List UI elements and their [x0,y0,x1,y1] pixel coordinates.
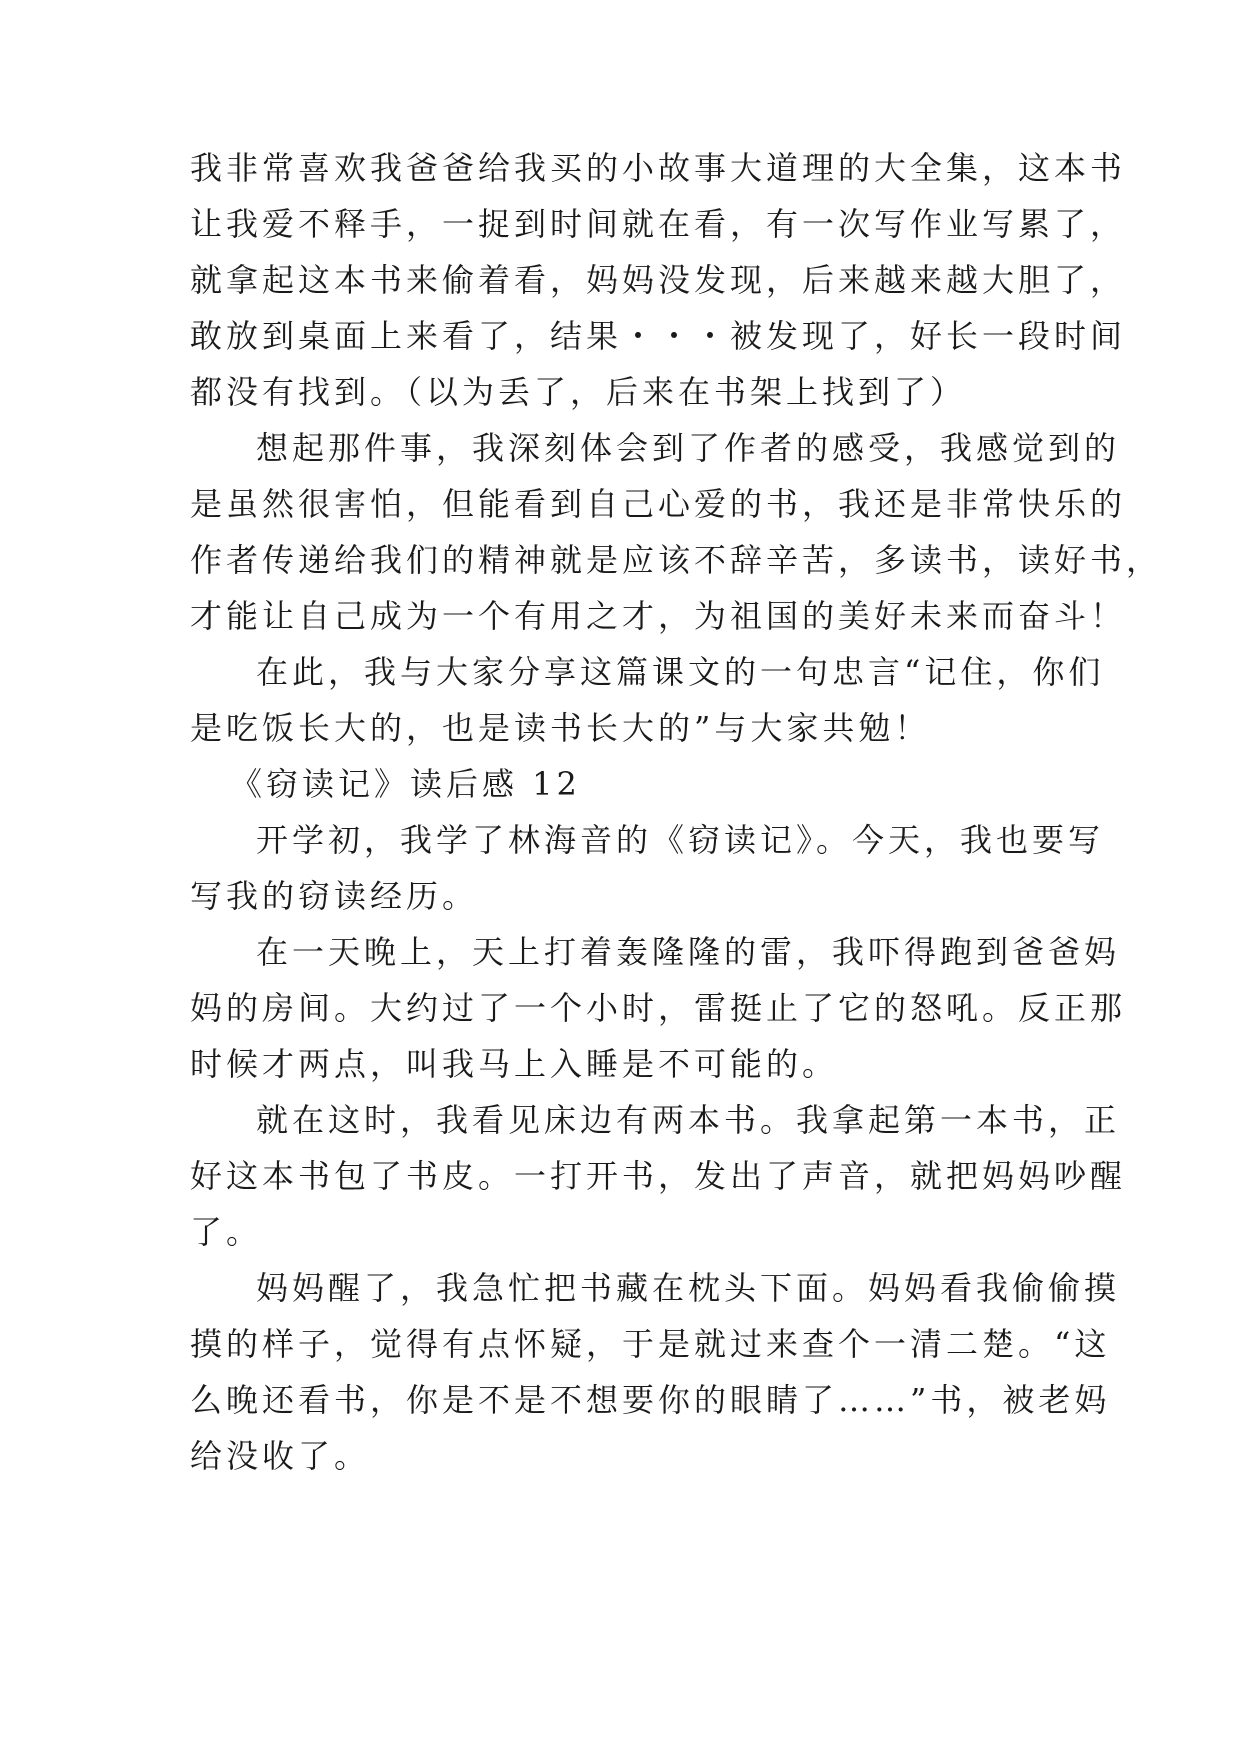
section-title: 《窃读记》读后感 12 [230,765,581,803]
text-line: 写我的窃读经历。 [190,877,479,915]
text-line: 摸的样子，觉得有点怀疑，于是就过来查个一清二楚。“这 [190,1325,1111,1363]
text-line: 敢放到桌面上来看了，结果・・・被发现了，好长一段时间 [190,317,1127,355]
text-line: 时候才两点，叫我马上入睡是不可能的。 [190,1045,839,1083]
paragraph-start-line: 就在这时，我看见床边有两本书。我拿起第一本书，正 [256,1101,1121,1139]
text-line: 么晚还看书，你是不是不想要你的眼睛了……”书，被老妈 [190,1381,1111,1419]
text-line: 了。 [190,1213,263,1251]
paragraph-start-line: 在此，我与大家分享这篇课文的一句忠言“记住，你们 [256,653,1105,691]
text-line: 给没收了。 [190,1437,371,1475]
text-line: 我非常喜欢我爸爸给我买的小故事大道理的大全集，这本书 [190,149,1127,187]
paragraph-start-line: 妈妈醒了，我急忙把书藏在枕头下面。妈妈看我偷偷摸 [256,1269,1121,1307]
paragraph-start-line: 开学初，我学了林海音的《窃读记》。今天，我也要写 [256,821,1105,859]
paragraph-start-line: 在一天晚上，天上打着轰隆隆的雷，我吓得跑到爸爸妈 [256,933,1121,971]
text-line: 才能让自己成为一个有用之才，为祖国的美好未来而奋斗！ [190,597,1127,635]
text-line: 是虽然很害怕，但能看到自己心爱的书，我还是非常快乐的 [190,485,1127,523]
text-line: 作者传递给我们的精神就是应该不辞辛苦，多读书，读好书， [190,541,1163,579]
text-line: 好这本书包了书皮。一打开书，发出了声音，就把妈妈吵醒 [190,1157,1127,1195]
text-line: 就拿起这本书来偷着看，妈妈没发现，后来越来越大胆了， [190,261,1127,299]
text-line: 妈的房间。大约过了一个小时，雷挺止了它的怒吼。反正那 [190,989,1127,1027]
paragraph-start-line: 想起那件事，我深刻体会到了作者的感受，我感觉到的 [256,429,1121,467]
text-line: 让我爱不释手，一捉到时间就在看，有一次写作业写累了， [190,205,1127,243]
text-line: 都没有找到。（以为丢了，后来在书架上找到了） [190,373,967,411]
text-line: 是吃饭长大的，也是读书长大的”与大家共勉！ [190,709,931,747]
